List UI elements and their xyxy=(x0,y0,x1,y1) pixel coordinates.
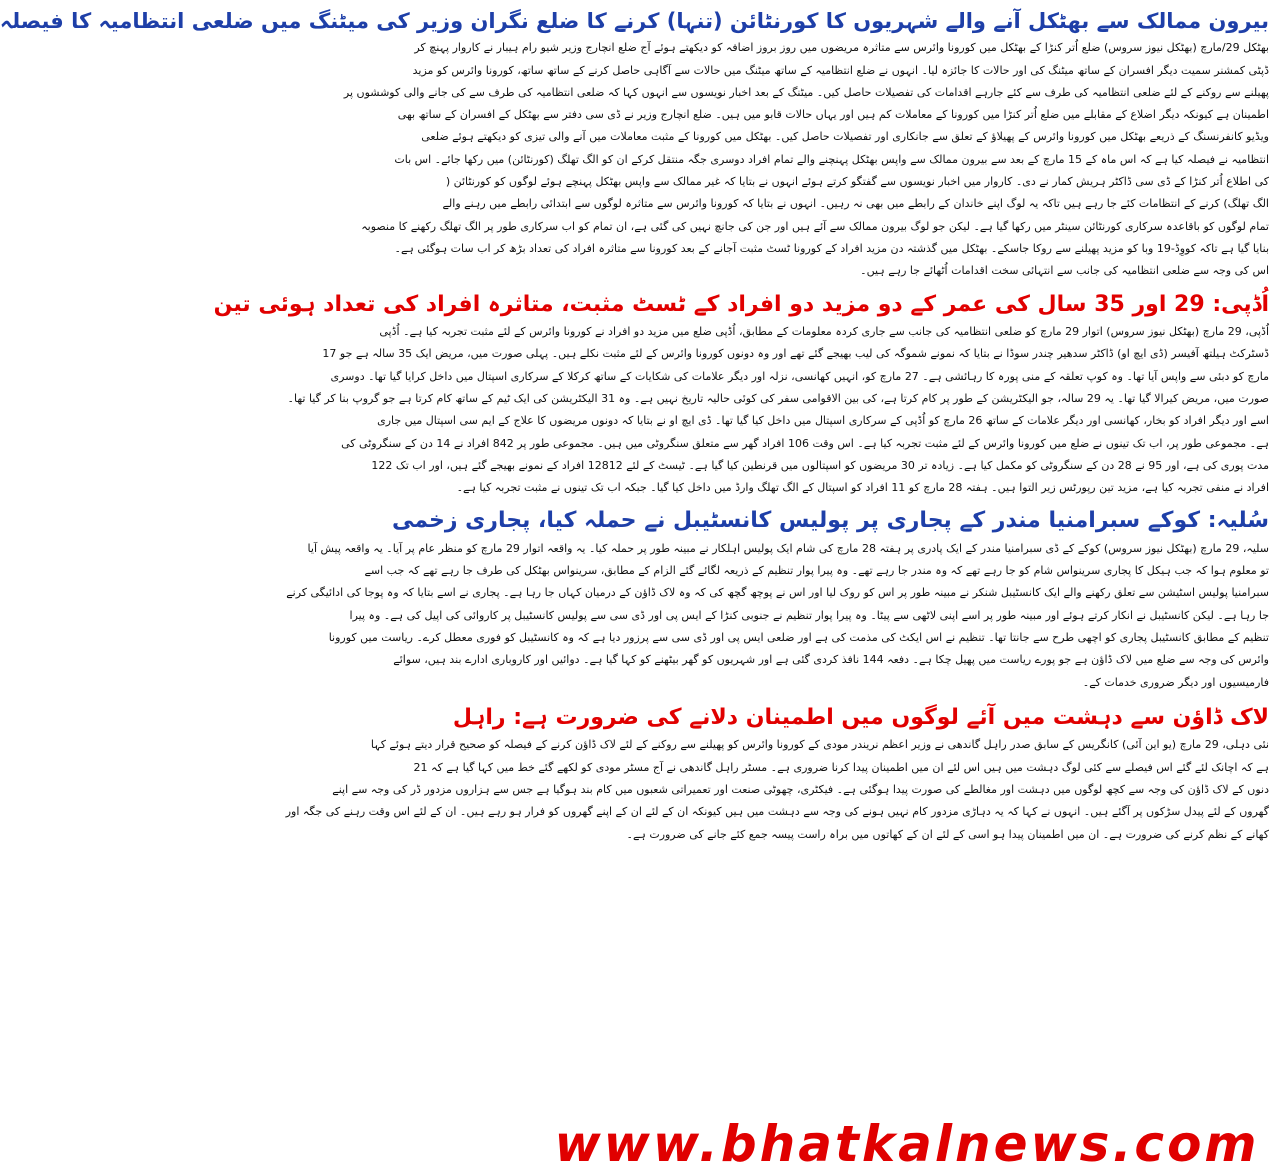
article-4-line: دنوں کے لاک ڈاؤن کی وجہ سے کچھ لوگوں میں دہشت اور مغالطے کی صورت پیدا ہوگئی ہے۔ فیکٹری، چھوٹی صنعت اور تعمیراتی شعبوں میں کام بند ہوگیا ہے جس سے ہزاروں مزدور ڈر کی وجہ سے اپنے xyxy=(332,783,1269,797)
article-1-line: انتظامیہ نے فیصلہ کیا ہے کہ اس ماہ کے 15 مارچ کے بعد سے بیرون ممالک سے واپس بھٹکل پہنچنے والے تمام افراد دوسری جگہ منتقل کرکے ان کو الگ تھلگ (کورنٹائن) میں رکھا جائے۔ اس بات xyxy=(394,152,1269,166)
fourth-headline: لاک ڈاؤن سے دہشت میں آئے لوگوں میں اطمینان دلانے کی ضرورت ہے: راہل xyxy=(452,704,1269,730)
article-2-line: مارچ کو دبئی سے واپس آیا تھا۔ وہ کوپ تعلقہ کے منی پورہ کا رہائشی ہے۔ 27 مارچ کو، انہیں کھانسی، نزلہ اور دیگر علامات کی شکایات کے ساتھ کرکلا کے سرکاری اسپتال میں داخل کرایا گیا تھا۔ دوسری xyxy=(330,369,1269,383)
article-4-line: ہے کہ اچانک لئے گئے اس فیصلے سے کئی لوگ دہشت میں ہیں اس لئے ان میں اطمینان پیدا کرنا ضروری ہے۔ مسٹر راہل گاندھی نے آج مسٹر مودی کو لکھے گئے خط میں کہا گیا ہے کہ 21 xyxy=(413,760,1269,774)
article-3-line: تنظیم کے مطابق کانسٹیبل پجاری کو اچھی طرح سے جانتا تھا۔ تنظیم نے اس ایکٹ کی مذمت کی ہے اور ضلعی ایس پی اور ڈی سی سے پرزور دیا ہے کہ وہ کانسٹیبل کو فوری معطل کرے۔ ریاست میں کورونا xyxy=(328,631,1269,645)
article-1-body xyxy=(343,37,1269,282)
article-2-line: ڈسٹرکٹ ہیلتھ آفیسر (ڈی ایچ او) ڈاکٹر سدھیر چندر سوڈا نے بتایا کہ نمونے شموگہ کی لیب بھیجے گئے تھے اور وہ دونوں کورونا وائرس کے لئے مثبت نکلے ہیں۔ پہلی صورت میں، مریض ایک 35 سالہ ہے جو 17 xyxy=(322,347,1269,361)
second-headline: اُڈپی: 29 اور 35 سال کی عمر کے دو مزید دو افراد کے ٹسٹ مثبت، متاثرہ افراد کی تعداد ہوئی تین xyxy=(213,291,1269,317)
article-1-line: ویڈیو کانفرنسنگ کے ذریعے بھٹکل میں کورونا وائرس کے پھیلاؤ کے تعلق سے جانکاری اور تفصیلات حاصل کیں۔ بھٹکل میں کورونا کے مثبت معاملات میں آنے والی تیزی کو دیکھتے ہوئے ضلعی xyxy=(421,130,1269,144)
article-4-line: کھانے کے نظم کرنے کی ضرورت ہے۔ ان میں اطمینان پیدا ہو اسی کے لئے ان کے کھاتوں میں براہ راست پیسہ جمع کئے جانے کی ضرورت ہے۔ xyxy=(626,827,1269,841)
article-2-body xyxy=(287,321,1269,499)
article-3-body xyxy=(286,538,1269,694)
article-1-line: کی اطلاع اُتر کنڑا کے ڈی سی ڈاکٹر ہریش کمار نے دی۔ کاروار میں اخبار نویسوں سے گفتگو کرتے ہوئے انہوں نے بتایا کہ غیر ممالک سے واپس بھٹکل پہنچے ہوئے لوگوں کو کورنٹائن ( xyxy=(445,175,1269,189)
site-footer xyxy=(537,1116,1277,1172)
article-1-line: تمام لوگوں کو باقاعدہ سرکاری کورنٹائن سینٹر میں رکھا گیا ہے۔ لیکن جو لوگ بیرون ممالک سے آئے ہیں اور جن کی جانچ نہیں کی گئی ہے، ان تمام کو اب سرکاری طور پر الگ تھلگ رکھنے کا منصوبہ xyxy=(361,219,1269,233)
article-1-line: بھٹکل 29/مارچ (بھٹکل نیوز سروس) ضلع اُتر کنڑا کے بھٹکل میں کورونا وائرس سے متاثرہ مریضوں میں روز بروز اضافہ کو دیکھتے ہوئے آج ضلع انچارج وزیر شیو رام ہیبار نے کاروار پہنچ کر xyxy=(414,41,1269,55)
article-3-line: سلیہ، 29 مارچ (بھٹکل نیوز سروس) کوکے کے ڈی سبرامنیا مندر کے ایک پادری پر ہفتہ 28 مارچ کی شام ایک پولیس اہلکار نے مبینہ طور پر حملہ کیا۔ یہ واقعہ اتوار 29 مارچ کو منظر عام پر آیا۔ یہ واقعہ پیش آیا xyxy=(307,541,1269,555)
article-1-line: اس کی وجہ سے ضلعی انتظامیہ کی جانب سے انتہائی سخت اقدامات اُٹھائے جا رہے ہیں۔ xyxy=(860,264,1269,278)
article-3-line: جا رہا ہے۔ لیکن کانسٹیبل نے انکار کرتے ہوئے اور مبینہ طور پر اسے اپنی لاٹھی سے پیٹا۔ وہ پیرا پوار تنظیم نے جنوبی کنڑا کے ایس پی اور ڈی سی سے پولیس کانسٹیبل پر کاروائی کی اپیل کی ہے۔ وہ پیرا xyxy=(349,608,1269,622)
article-3-line: فارمیسیوں اور دیگر ضروری خدمات کے۔ xyxy=(1082,675,1269,689)
article-4-body xyxy=(285,734,1269,845)
main-headline: بیرون ممالک سے بھٹکل آنے والے شہریوں کا کورنٹائن (تنہا) کرنے کا ضلع نگران وزیر کی میٹنگ میں ضلعی انتظامیہ کا فیصلہ xyxy=(0,9,1269,33)
article-2-line: اسے اور دیگر افراد کو بخار، کھانسی اور دیگر علامات کے ساتھ 26 مارچ کو اُڈپی کے سرکاری اسپتال میں داخل کیا گیا تھا۔ ڈی ایچ او نے بتایا کہ دونوں مریضوں کا علاج کے ایم سی اسپتال میں جاری xyxy=(377,414,1269,428)
article-1-line: اطمینان ہے کیونکہ دیگر اضلاع کے مقابلے میں ضلع اُتر کنڑا میں کورونا کے معاملات کم ہیں اور یہاں حالات قابو میں ہیں۔ ضلع انچارج وزیر نے ڈی سی دفتر سے بھٹکل کے افسران کے ساتھ بھی xyxy=(397,108,1269,122)
article-3-line: تو معلوم ہوا کہ جب ہیکل کا پجاری سرینواس شام کو جا رہے تھے کہ وہ مندر جا رہے تھے۔ وہ پیرا پوار تنظیم کے ذریعہ لگائے گئے الزام کے مطابق، سرینواس بھٹکل کی طرف جا رہے تھے کہ جب اسے xyxy=(364,564,1269,578)
article-3-line: سبرامنیا پولیس اسٹیشن سے تعلق رکھنے والے ایک کانسٹیبل شنکر نے مبینہ طور پر اس کو روک لیا اور اس نے پوچھ گچھ کی کہ وہ لاک ڈاؤن کے درمیان کہاں جا رہا ہے۔ پجاری نے اسے بتایا کہ وہ پوجا کی ادائیگی کرنے xyxy=(286,586,1269,600)
third-headline: سُلیہ: کوکے سبرامنیا مندر کے پجاری پر پولیس کانسٹیبل نے حملہ کیا، پجاری زخمی xyxy=(391,508,1269,534)
article-2-line: ہے۔ مجموعی طور پر، اب تک تینوں نے ضلع میں کورونا وائرس کے لئے مثبت تجربہ کیا ہے۔ اس وقت 106 افراد گھر سے متعلق سنگروٹی میں ہیں۔ مجموعی طور پر 842 افراد نے 14 دن کے سنگروٹی کی xyxy=(341,436,1269,450)
article-2-line: مدت پوری کی ہے، اور 95 نے 28 دن کے سنگروٹی کو مکمل کیا ہے۔ زیادہ تر 30 مریضوں کو اسپتالوں میں قرنطین کیا گیا ہے۔ ٹیسٹ کے لئے 12812 افراد کے نمونے بھیجے گئے ہیں، اور اب تک 122 xyxy=(371,458,1269,472)
site-url-watermark[interactable]: www.bhatkalnews.com xyxy=(554,1115,1260,1173)
article-2-line: افراد نے منفی تجربہ کیا ہے، مزید تین رپورٹس زیر التوا ہیں۔ ہفتہ 28 مارچ کو 11 افراد کو اسپتال کے الگ تھلگ وارڈ میں داخل کیا گیا۔ جبکہ اب تک تینوں نے مثبت تجربہ کیا ہے۔ xyxy=(456,481,1269,495)
article-2-line: صورت میں، مریض کیرالا گیا تھا۔ یہ 29 سالہ، جو الیکٹریشن کے طور پر کام کرتا ہے، کی بین الاقوامی سفر کی کوئی حالیہ تاریخ نہیں ہے۔ وہ 31 الیکٹریشن کی ایک ٹیم کے ساتھ کام کرتا ہے جو گروپ بنا کر گیا تھا۔ xyxy=(287,391,1269,405)
article-1-line: پھیلنے سے روکنے کے لئے ضلعی انتظامیہ کی طرف سے کئے جارہے اقدامات کی تفصیلات حاصل کیں۔ میٹنگ کے بعد اخبار نویسوں سے انہوں کہا کہ ضلعی انتظامیہ کی طرف سے کی جانے والی کوششوں پر xyxy=(343,85,1269,99)
article-4-line: گھروں کے لئے پیدل سڑکوں پر آگئے ہیں۔ انہوں نے کہا کہ یہ دہاڑی مزدور کام نہیں ہونے کی وجہ سے دہشت میں ہیں کیونکہ ان کے لئے ان کے اپنے گھروں کو فرار ہو رہے ہیں۔ ان کے لئے اس وقت رہنے کی جگہ اور xyxy=(285,805,1269,819)
article-2-line: اُڈپی، 29 مارچ (بھٹکل نیوز سروس) اتوار 29 مارچ کو ضلعی انتظامیہ کی جانب سے جاری کردہ معلومات کے مطابق، اُڈپی ضلع میں مزید دو افراد نے کورونا وائرس کے لئے مثبت تجربہ کیا ہے۔ اُڈپی xyxy=(379,325,1269,339)
article-4-line: نئی دہلی، 29 مارچ (یو این آئی) کانگریس کے سابق صدر راہل گاندھی نے وزیر اعظم نریندر مودی کے کورونا وائرس کو پھیلنے سے روکنے کے لئے لاک ڈاؤن کرنے کے فیصلہ کو صحیح قرار دیتے ہوئے کہا xyxy=(370,738,1269,752)
article-1-line: الگ تھلگ) کرنے کے انتظامات کئے جا رہے ہیں تاکہ یہ لوگ اپنے خاندان کے رابطے میں بھی نہ رہیں۔ انہوں نے بتایا کہ کورونا وائرس سے متاثرہ لوگوں سے ابتدائی رابطے میں رہنے والے xyxy=(442,197,1269,211)
article-1-line: ڈپٹی کمشنر سمیت دیگر افسران کے ساتھ میٹنگ کی اور حالات کا جائزہ لیا۔ انہوں نے ضلع انتظامیہ کے ساتھ میٹنگ میں حالات سے آگاہی حاصل کرنے کے ساتھ ساتھ، کورونا وائرس کو مزید xyxy=(412,63,1269,77)
article-1-line: بنایا گیا ہے تاکہ کووِڈ-19 وبا کو مزید پھیلنے سے روکا جاسکے۔ بھٹکل میں گذشتہ دن مزید افراد کے کورونا ٹسٹ مثبت آجانے کے بعد کورونا سے متاثرہ افراد کی تعداد بڑھ کر اب سات ہوگئی ہے۔ xyxy=(394,241,1269,255)
article-3-line: وائرس کی وجہ سے ضلع میں لاک ڈاؤن ہے جو پورے ریاست میں پھیل چکا ہے۔ دفعہ 144 نافذ کردی گئی ہے اور شہریوں کو گھر بیٹھنے کو کہا گیا ہے۔ دوائیں اور کاروباری ادارے بند ہیں، سوائے xyxy=(393,653,1269,667)
